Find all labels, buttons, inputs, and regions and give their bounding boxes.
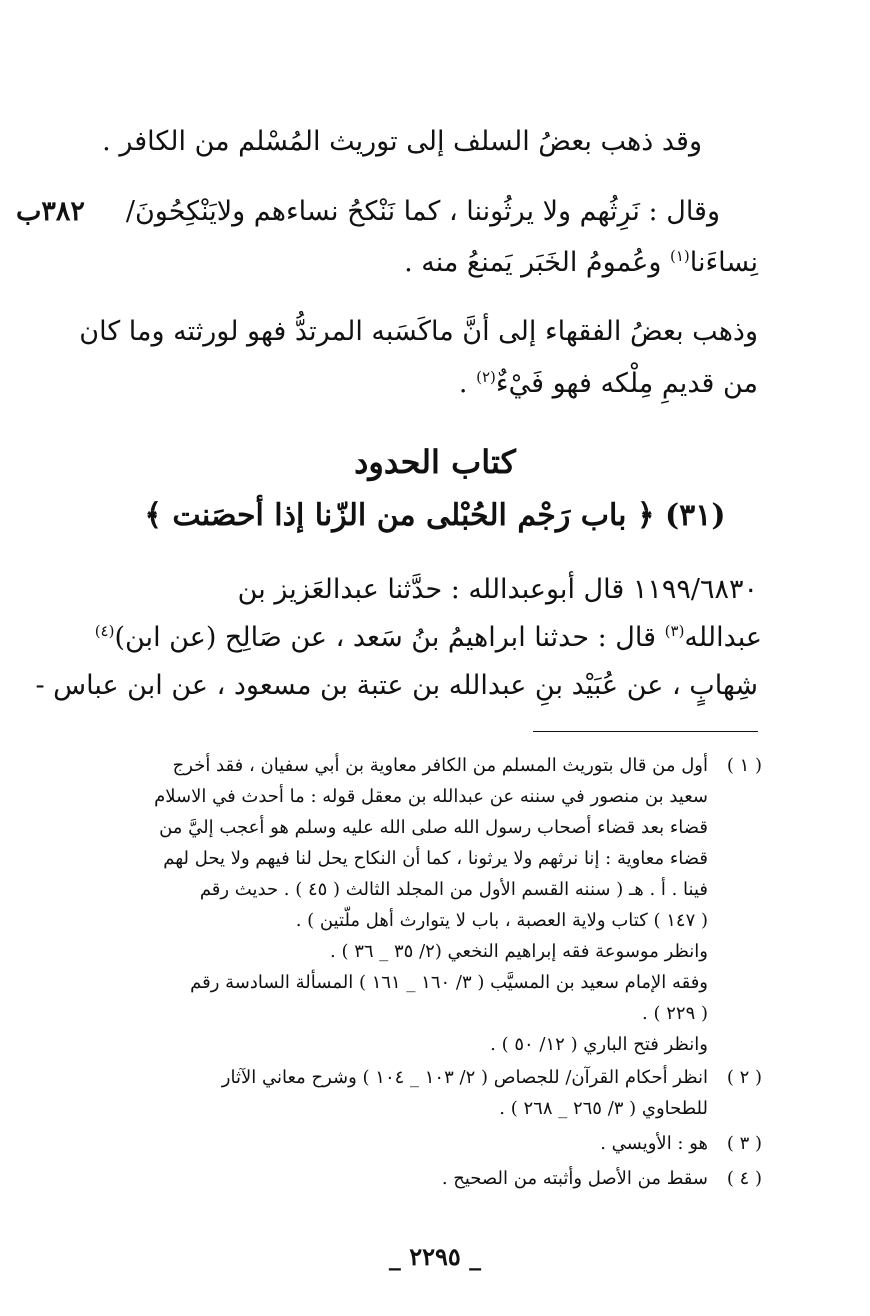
paragraph-1: وقد ذهب بعضُ السلف إلى توريث المُسْلم من الكافر . [102,126,702,157]
footnote-3-number: ( ٣ ) [726,1133,762,1154]
paragraph-2-line-2 [404,243,758,283]
footnote-1-line: وانظر موسوعة فقه إبراهيم النخعي (٢/ ٣٥ _ ٣٦ ) . [330,941,708,962]
footnote-4-number: ( ٤ ) [726,1168,762,1189]
footnote-1-line: قضاء معاوية : إنا نرثهم ولا يرثونا ، كما أن النكاح يحل لنا فيهم ولا يحل لهم [163,848,708,869]
paragraph-2-text-b: وعُمومُ الخَبَر يَمنعُ منه . [404,247,662,278]
paragraph-3-text-b: . [458,368,468,399]
margin-reference: ٣٨٢ب [16,196,85,227]
footnote-mark-2: (٢) [476,368,496,386]
footnote-1-line: ( ١٤٧ ) كتاب ولاية العصبة ، باب لا يتوارث أهل ملّتين ) . [295,910,708,931]
footnote-1-line: أول من قال بتوريث المسلم من الكافر معاوية بن أبي سفيان ، فقد أخرج [172,755,708,776]
footnote-mark-4: (٤) [94,622,115,640]
footnote-separator [533,731,758,732]
footnote-1-line: فينا . أ . هـ ( سننه القسم الأول من المجلد الثالث ( ٤٥ ) . حديث رقم [199,879,708,900]
paragraph-3-line-2 [459,364,758,404]
footnote-3-text: هو : الأويسي . [600,1133,708,1154]
footnote-1-line: وانظر فتح الباري ( ١٢/ ٥٠ ) . [490,1034,708,1055]
footnote-mark-1: (١) [669,247,690,265]
hadith-line-2 [95,618,762,658]
paragraph-2-text-a: نِساءَنا [689,247,758,278]
footnote-1-number: ( ١ ) [726,755,762,776]
paragraph-3-line-1: وذهب بعضُ الفقهاء إلى أنَّ ماكَسَبه المرتدُّ فهو لورثته وما كان [79,316,758,347]
hadith-line-1: ١١٩٩/٦٨٣٠ قال أبوعبدالله : حدَّثنا عبدالعَزيز بن [237,574,758,605]
paragraph-3-text-a: من قديمِ مِلْكه فهو فَيْءٌ [495,368,758,399]
book-heading: كتاب الحدود [354,443,516,481]
footnote-1-line: سعيد بن منصور في سننه عن عبدالله بن معقل قوله : ما أحدث في الاسلام [154,786,708,807]
hadith-line-3: شِهابٍ ، عن عُبَيْد بنِ عبدالله بن عتبة بن مسعود ، عن ابن عباس - [35,670,758,701]
footnote-2-number: ( ٢ ) [726,1067,762,1088]
footnote-1-line: ( ٢٢٩ ) . [642,1003,708,1024]
footnote-1-line: قضاء بعد قضاء أصحاب رسول الله صلى الله عليه وسلم هو أعجب إليَّ من [159,817,708,838]
hadith-text-a: عبدالله [684,622,762,653]
hadith-text-b: قال : حدثنا ابراهيمُ بنُ سَعد ، عن صَالِح (عن ابن) [114,622,657,653]
footnote-2-line: انظر أحكام القرآن/ للجصاص ( ٢/ ١٠٣ _ ١٠٤ ) وشرح معاني الآثار [221,1067,708,1088]
footnote-mark-3: (٣) [664,622,685,640]
footnote-2-line: للطحاوي ( ٣/ ٢٦٥ _ ٢٦٨ ) . [499,1098,708,1119]
page-number: _ ٢٢٩٥ _ [388,1242,482,1271]
footnote-4-text: سقط من الأصل وأثبته من الصحيح . [441,1168,708,1189]
footnote-1-line: وفقه الإمام سعيد بن المسيَّب ( ٣/ ١٦٠ _ ١٦١ ) المسألة السادسة رقم [190,972,708,993]
paragraph-2-line-1: وقال : نَرِثُهم ولا يرثُوننا ، كما نَنْكحُ نساءهم ولايَنْكِحُونَ/ [125,196,720,227]
chapter-heading: (٣١) ﴿ باب رَجْم الحُبْلى من الزّنا إذا أحصَنت ﴾ [144,498,726,533]
